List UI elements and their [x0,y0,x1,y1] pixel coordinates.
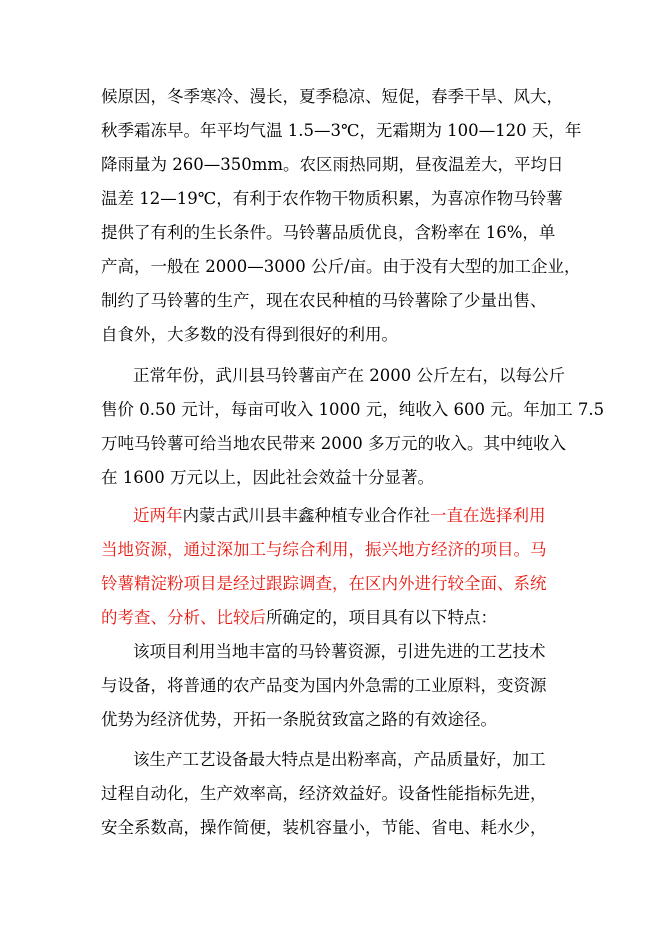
highlighted-text: 近两年 [133,506,183,525]
text-line: 降雨量为 260—350mm。农区雨热同期，昼夜温差大，平均日 [101,155,564,174]
text-line: 候原因，冬季寒冷、漫长，夏季稳凉、短促，春季干旱、风大， [101,87,563,106]
text-line: 提供了有利的生长条件。马铃薯品质优良，含粉率在 16%，单 [101,223,556,242]
plain-text: 所确定的，项目具有以下特点： [266,608,497,627]
text-line [133,503,546,529]
text-line: 万吨马铃薯可给当地农民带来 2000 多万元的收入。其中纯收入 [101,434,566,453]
highlighted-line: 铃薯精淀粉项目是经过跟踪调查，在区内外进行较全面、系统 [101,574,547,593]
highlighted-text: 一直在选择利用 [430,506,546,525]
text-line: 自食外，大多数的没有得到很好的利用。 [101,325,398,344]
cooperative-name: 内蒙古武川县丰鑫种植专业合作社 [182,506,430,525]
text-line: 过程自动化，生产效率高，经济效益好。设备性能指标先进， [101,784,547,803]
text-line: 在 1600 万元以上，因此社会效益十分显著。 [101,468,434,487]
text-line: 该生产工艺设备最大特点是出粉率高，产品质量好，加工 [133,750,546,769]
text-line: 优势为经济优势，开拓一条脱贫致富之路的有效途径。 [101,710,497,729]
text-line: 制约了马铃薯的生产，现在农民种植的马铃薯除了少量出售、 [101,291,547,310]
text-line: 该项目利用当地丰富的马铃薯资源，引进先进的工艺技术 [133,642,546,661]
text-line: 正常年份，武川县马铃薯亩产在 2000 公斤左右，以每公斤 [133,366,565,385]
highlighted-line: 当地资源，通过深加工与综合利用，振兴地方经济的项目。马 [101,540,547,559]
text-line: 售价 0.50 元计，每亩可收入 1000 元，纯收入 600 元。年加工 7.5 [101,400,605,419]
highlighted-text: 的考查、分析、比较后 [101,608,266,627]
text-line: 安全系数高，操作简便，装机容量小，节能、省电、耗水少， [101,818,547,837]
text-line: 与设备，将普通的农产品变为国内外急需的工业原料，变资源 [101,676,547,695]
text-line [101,605,497,631]
text-line: 产高，一般在 2000—3000 公斤/亩。由于没有大型的加工企业， [101,257,581,276]
text-line: 温差 12—19℃，有利于农作物干物质积累，为喜凉作物马铃薯 [101,189,563,208]
text-line: 秋季霜冻早。年平均气温 1.5—3℃，无霜期为 100—120 天，年 [101,121,582,140]
